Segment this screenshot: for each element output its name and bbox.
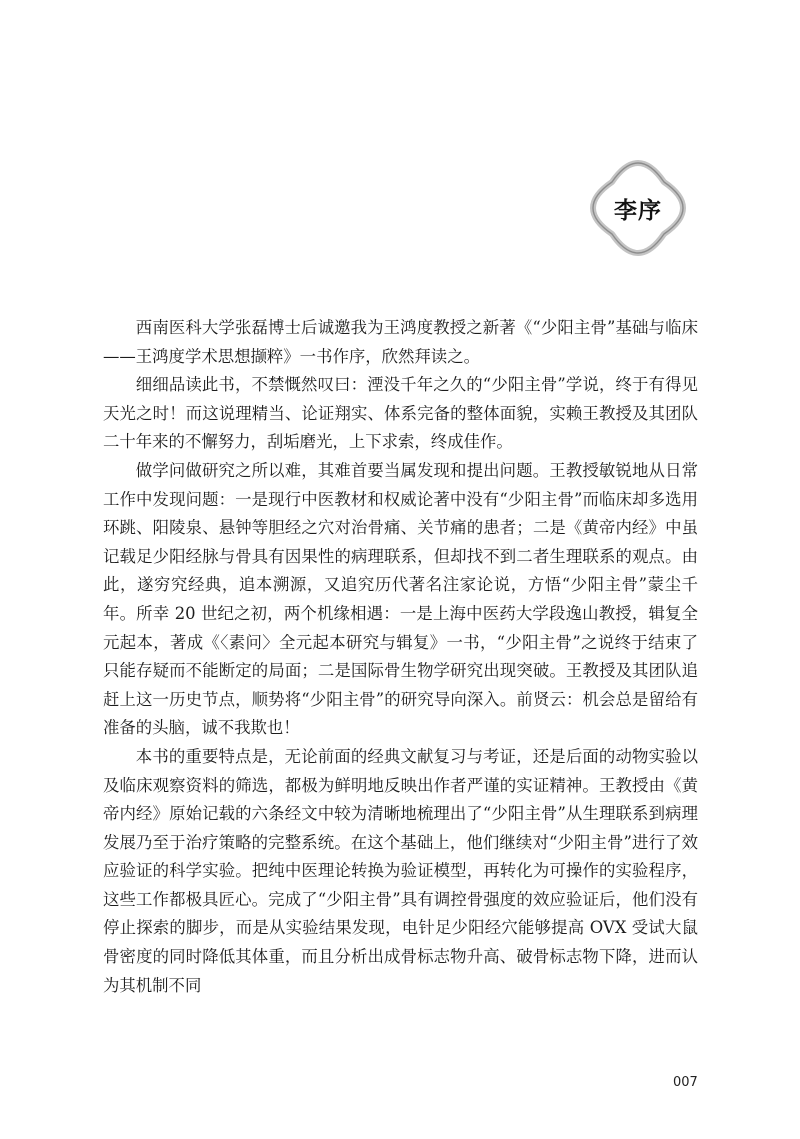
chapter-title-emblem <box>580 150 696 266</box>
preface-body <box>103 314 698 1000</box>
paragraph: 西南医科大学张磊博士后诚邀我为王鸿度教授之新著《“少阳主骨”基础与临床——王鸿度学术思想撷粹》一书作序，欣然拜读之。 <box>103 318 698 366</box>
paragraph: 本书的重要特点是，无论前面的经典文献复习与考证，还是后面的动物实验以及临床观察资料的筛选，都极为鲜明地反映出作者严谨的实证精神。王教授由《黄帝内经》原始记载的六条经文中较为清晰地梳理出了“少阳主骨”从生理联系到病理发展乃至于治疗策略的完整系统。在这个基础上，他们继续对“少阳主骨”进行了效应验证的科学实验。把纯中医理论转换为验证模型，再转化为可操作的实验程序，这些工作都极具匠心。完成了“少阳主骨”具有调控骨强度的效应验证后，他们没有停止探索的脚步，而是从实验结果发现，电针足少阳经穴能够提高 OVX 受试大鼠骨密度的同时降低其体重，而且分析出成骨标志物升高、破骨标志物下降，进而认为其机制不同 <box>103 746 698 995</box>
paragraph: 做学问做研究之所以难，其难首要当属发现和提出问题。王教授敏锐地从日常工作中发现问题：一是现行中医教材和权威论著中没有“少阳主骨”而临床却多选用环跳、阳陵泉、悬钟等胆经之穴对治骨痛、关节痛的患者；二是《黄帝内经》中虽记载足少阳经脉与骨具有因果性的病理联系，但却找不到二者生理联系的观点。由此，遂穷究经典，追本溯源，又追究历代著名注家论说，方悟“少阳主骨”蒙尘千年。所幸 20 世纪之初，两个机缘相遇：一是上海中医药大学段逸山教授，辑复全元起本，著成《〈素问〉全元起本研究与辑复》一书，“少阳主骨”之说终于结束了只能存疑而不能断定的局面；二是国际骨生物学研究出现突破。王教授及其团队追赶上这一历史节点，顺势将“少阳主骨”的研究导向深入。前贤云：机会总是留给有准备的头脑，诚不我欺也！ <box>103 460 698 738</box>
paragraph: 细细品读此书，不禁慨然叹曰：湮没千年之久的“少阳主骨”学说，终于有得见天光之时！而这说理精当、论证翔实、体系完备的整体面貌，实赖王教授及其团队二十年来的不懈努力，刮垢磨光，上下求索，终成佳作。 <box>103 375 698 452</box>
page-title: 李序 <box>614 197 662 224</box>
page-number: 007 <box>673 1075 698 1090</box>
